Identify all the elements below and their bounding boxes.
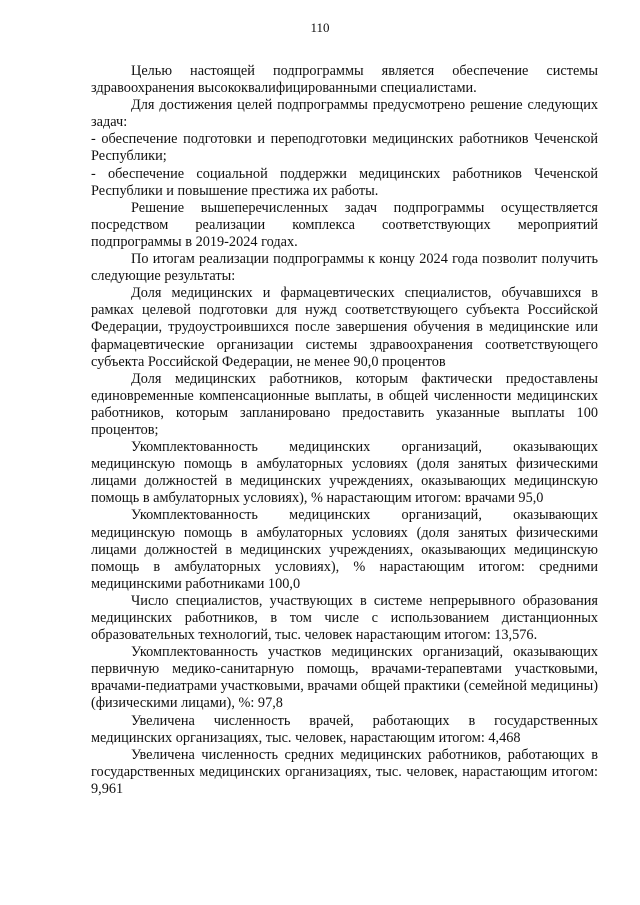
paragraph-result-nurses-count: Увеличена численность средних медицинских работников, работающих в государственных медицинских организациях, тыс. человек, нарастающим итогом: 9,961: [91, 746, 598, 797]
paragraph-results-intro: По итогам реализации подпрограммы к концу 2024 года позволит получить следующие результаты:: [91, 251, 598, 285]
paragraph-result-targeted-training: Доля медицинских и фармацевтических специалистов, обучавшихся в рамках целевой подготовки для нужд соответствующего субъекта Российской Федерации, трудоустроившихся после завершения обучения в медицинские или фармацевтические организации системы здравоохранения соответствующего субъекта Российской Федерации, не менее 90,0 процентов: [91, 285, 598, 370]
list-item-social-support: - обеспечение социальной поддержки медицинских работников Чеченской Республики и повышение престижа их работы.: [91, 165, 598, 199]
paragraph-goal: Целью настоящей подпрограммы является обеспечение системы здравоохранения высококвалифицированными специалистами.: [91, 63, 598, 97]
list-item-training: - обеспечение подготовки и переподготовки медицинских работников Чеченской Республики;: [91, 131, 598, 165]
paragraph-result-staffing-doctors: Укомплектованность медицинских организаций, оказывающих медицинскую помощь в амбулаторных условиях (доля занятых физическими лицами должностей в медицинских учреждениях, оказывающих медицинскую помощь в амбулаторных условиях), % нарастающим итогом: врачами 95,0: [91, 439, 598, 507]
page-number: 110: [310, 20, 330, 35]
paragraph-implementation: Решение вышеперечисленных задач подпрограммы осуществляется посредством реализации комплекса соответствующих мероприятий подпрограммы в 2019-2024 годах.: [91, 199, 598, 250]
paragraph-result-district-staffing: Укомплектованность участков медицинских организаций, оказывающих первичную медико-санитарную помощь, врачами-терапевтами участковыми, врачами-педиатрами участковыми, врачами общей практики (семейной медицины) (физическими лицами), %: 97,8: [91, 644, 599, 712]
paragraph-result-staffing-nurses: Укомплектованность медицинских организаций, оказывающих медицинскую помощь в амбулаторных условиях (доля занятых физическими лицами должностей в медицинских учреждениях, оказывающих медицинскую помощь в амбулаторных условиях), % нарастающим итогом: средними медицинскими работниками 100,0: [91, 507, 598, 592]
paragraph-result-continuing-education: Число специалистов, участвующих в системе непрерывного образования медицинских работников, в том числе с использованием дистанционных образовательных технологий, тыс. человек нарастающим итогом: 13,576.: [91, 592, 598, 644]
body-text: [91, 63, 598, 798]
paragraph-result-compensation: Доля медицинских работников, которым фактически предоставлены единовременные компенсационные выплаты, в общей численности медицинских работников, которым запланировано предоставить указанные выплаты 100 процентов;: [91, 370, 598, 438]
paragraph-result-doctors-count: Увеличена численность врачей, работающих в государственных медицинских организациях, тыс. человек, нарастающим итогом: 4,468: [91, 712, 598, 746]
paragraph-tasks-intro: Для достижения целей подпрограммы предусмотрено решение следующих задач:: [91, 97, 598, 131]
